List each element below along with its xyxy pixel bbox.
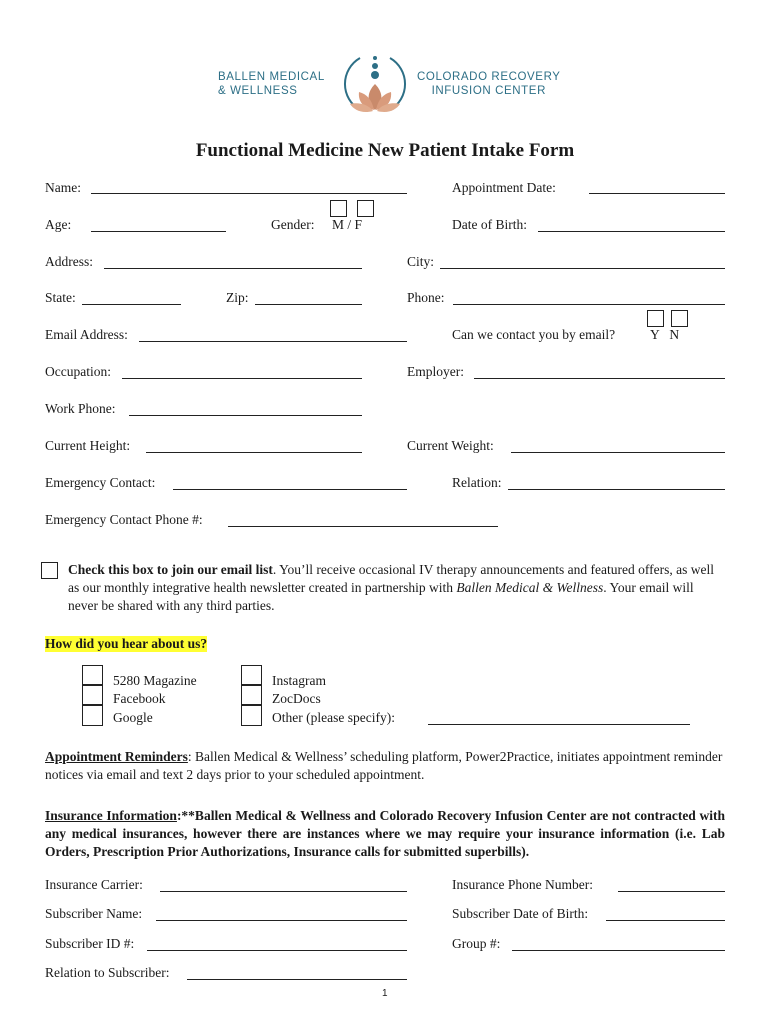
insurance-phone-label: Insurance Phone Number: — [452, 877, 593, 892]
hear-option-zocdocs: ZocDocs — [272, 691, 321, 706]
emergency-phone-field[interactable] — [228, 526, 498, 527]
work-phone-field[interactable] — [129, 415, 362, 416]
relation-subscriber-field[interactable] — [187, 979, 407, 980]
insurance-text: :**Ballen Medical & Wellness and Colorado Recovery Infusion Center are not contracted with any medical insurances, however there are instances where we may require your insurance information (i.e. Lab Orders, Prescription Prior Authorizations, Insurance calls for submitted superbills). — [45, 808, 725, 859]
lotus-icon — [340, 48, 410, 118]
zip-label: Zip: — [226, 290, 249, 305]
hear-5280-checkbox[interactable] — [82, 665, 103, 685]
dob-label: Date of Birth: — [452, 217, 527, 232]
age-field[interactable] — [91, 231, 226, 232]
insurance-carrier-field[interactable] — [160, 891, 407, 892]
appointment-date-field[interactable] — [589, 193, 725, 194]
employer-label: Employer: — [407, 364, 464, 379]
insurance-carrier-label: Insurance Carrier: — [45, 877, 143, 892]
subscriber-id-field[interactable] — [147, 950, 407, 951]
form-title: Functional Medicine New Patient Intake Form — [195, 140, 575, 161]
height-field[interactable] — [146, 452, 362, 453]
hear-other-field[interactable] — [428, 724, 690, 725]
hear-option-other: Other (please specify): — [272, 710, 395, 725]
email-list-text2: . Your email will never be shared with any third parties. — [68, 580, 694, 613]
left-org-line1: BALLEN MEDICAL — [218, 71, 325, 83]
gender-f-checkbox[interactable] — [357, 200, 374, 217]
email-field[interactable] — [139, 341, 407, 342]
reminders-heading: Appointment Reminders — [45, 749, 188, 764]
height-label: Current Height: — [45, 438, 131, 453]
relation-subscriber-label: Relation to Subscriber: — [45, 965, 170, 980]
subscriber-id-label: Subscriber ID #: — [45, 936, 135, 951]
state-label: State: — [45, 290, 76, 305]
relation-label: Relation: — [452, 475, 502, 490]
right-org-name — [417, 70, 561, 98]
reminders-paragraph — [45, 748, 725, 784]
insurance-heading: Insurance Information — [45, 808, 177, 823]
left-org-name — [218, 70, 325, 98]
hear-heading: How did you hear about us? — [45, 636, 208, 651]
dob-field[interactable] — [538, 231, 725, 232]
name-label: Name: — [45, 180, 81, 195]
gender-options: M / F — [332, 217, 363, 232]
phone-label: Phone: — [407, 290, 445, 305]
right-org-line2: INFUSION CENTER — [431, 85, 546, 97]
subscriber-dob-label: Subscriber Date of Birth: — [452, 906, 589, 921]
email-list-checkbox[interactable] — [41, 562, 58, 579]
city-field[interactable] — [440, 268, 725, 269]
hear-option-5280: 5280 Magazine — [113, 673, 197, 688]
emergency-contact-field[interactable] — [173, 489, 407, 490]
hear-facebook-checkbox[interactable] — [82, 685, 103, 705]
group-label: Group #: — [452, 936, 501, 951]
weight-label: Current Weight: — [407, 438, 494, 453]
relation-field[interactable] — [508, 489, 725, 490]
name-field[interactable] — [91, 193, 407, 194]
subscriber-name-field[interactable] — [156, 920, 407, 921]
phone-field[interactable] — [453, 304, 725, 305]
employer-field[interactable] — [474, 378, 725, 379]
left-org-line2: & WELLNESS — [218, 85, 298, 97]
hear-option-facebook: Facebook — [113, 691, 166, 706]
city-label: City: — [407, 254, 435, 269]
age-label: Age: — [45, 217, 72, 232]
gender-label: Gender: — [271, 217, 315, 232]
contact-no-checkbox[interactable] — [671, 310, 688, 327]
occupation-label: Occupation: — [45, 364, 111, 379]
contact-options: Y N — [650, 327, 680, 342]
state-field[interactable] — [82, 304, 181, 305]
contact-email-label: Can we contact you by email? — [452, 327, 616, 342]
email-list-text1: . You’ll receive occasional IV therapy announcements and featured offers, as well as our monthly integrative health newsletter created in partnership with — [68, 562, 714, 595]
occupation-field[interactable] — [122, 378, 362, 379]
subscriber-dob-field[interactable] — [606, 920, 725, 921]
email-label: Email Address: — [45, 327, 128, 342]
hear-other-checkbox[interactable] — [241, 705, 262, 726]
address-label: Address: — [45, 254, 93, 269]
email-list-text — [68, 561, 718, 615]
hear-option-instagram: Instagram — [272, 673, 326, 688]
work-phone-label: Work Phone: — [45, 401, 116, 416]
emergency-contact-label: Emergency Contact: — [45, 475, 156, 490]
hear-instagram-checkbox[interactable] — [241, 665, 262, 685]
right-org-line1: COLORADO RECOVERY — [417, 71, 561, 83]
emergency-phone-label: Emergency Contact Phone #: — [45, 512, 203, 527]
email-list-bold: Check this box to join our email list — [68, 562, 273, 577]
subscriber-name-label: Subscriber Name: — [45, 906, 143, 921]
group-field[interactable] — [512, 950, 725, 951]
gender-m-checkbox[interactable] — [330, 200, 347, 217]
hear-google-checkbox[interactable] — [82, 705, 103, 726]
weight-field[interactable] — [511, 452, 725, 453]
page-number: 1 — [382, 988, 388, 999]
address-field[interactable] — [104, 268, 362, 269]
zip-field[interactable] — [255, 304, 362, 305]
insurance-phone-field[interactable] — [618, 891, 725, 892]
appointment-date-label: Appointment Date: — [452, 180, 556, 195]
reminders-text: : Ballen Medical & Wellness’ scheduling platform, Power2Practice, initiates appointment reminder notices via email and text 2 days prior to your scheduled appointment. — [45, 749, 723, 782]
hear-zocdocs-checkbox[interactable] — [241, 685, 262, 705]
insurance-paragraph — [45, 807, 725, 861]
hear-option-google: Google — [113, 710, 153, 725]
email-list-italic: Ballen Medical & Wellness — [456, 580, 604, 595]
contact-yes-checkbox[interactable] — [647, 310, 664, 327]
